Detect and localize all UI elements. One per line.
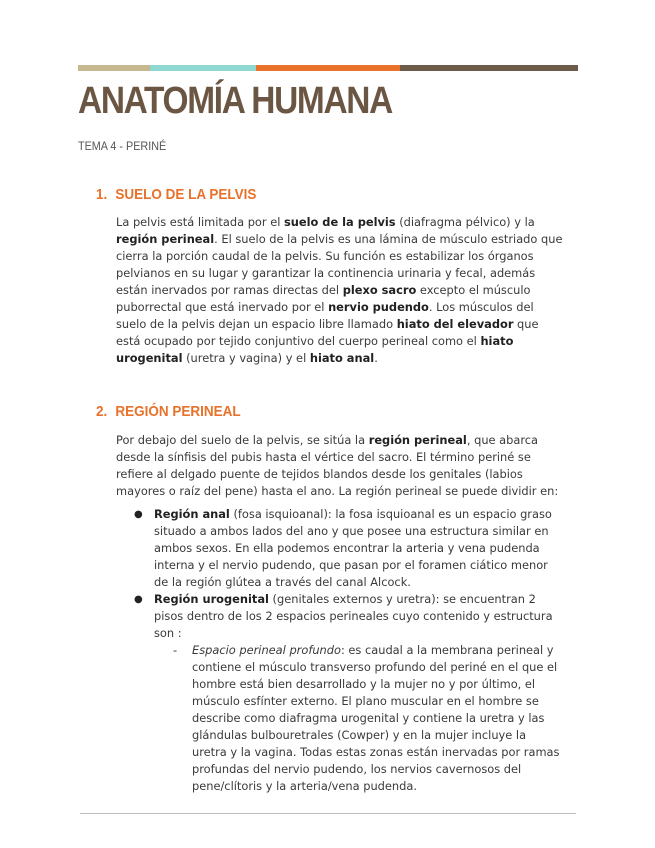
bold-term: hiato urogenital [116,334,514,365]
section-paragraph [116,214,564,367]
section-title: REGIÓN PERINEAL [115,403,241,420]
bold-term: hiato del elevador [396,317,514,331]
section-number: 1. [96,186,108,203]
bullet-icon: ● [134,509,143,520]
list-item [116,506,564,591]
section-heading-suelo-pelvis [96,186,256,203]
footer-divider [80,813,576,814]
bullet-icon: ● [134,594,143,605]
stripe-segment [400,65,578,71]
text-run: . [374,351,378,365]
bullet-text [154,507,552,589]
section-heading-region-perineal [96,403,241,420]
text-run: (diafragma pélvico) y la [395,215,535,229]
bullet-list [116,506,564,795]
bold-term: hiato anal [309,351,375,365]
bold-term: región perineal [368,433,467,447]
text-run: Por debajo del suelo de la pelvis, se sitúa la [116,433,369,447]
text-run: (fosa isquioanal): la fosa isquioanal es un espacio graso situado a ambos lados del ano y que posee una estructura similar en ambos sexos. En ella podemos encontrar la arteria y vena pudenda interna y el nervio pudendo, que pasan por el foramen ciático menor de la región glútea a través del canal Alcock. [154,507,552,589]
bullet-text [154,592,553,640]
bold-term: Región urogenital [154,592,269,606]
stripe-segment [78,65,150,71]
text-run: . Los músculos del suelo de la pelvis dejan un espacio libre llamado [116,300,534,331]
text-run: , que abarca desde la sínfisis del pubis hasta el vértice del sacro. El término periné se refiere al delgado puente de tejidos blandos desde los genitales (labios mayores o raíz del pene) hasta el ano. La región perineal se puede dividir en: [116,433,559,498]
section-title: SUELO DE LA PELVIS [115,186,257,203]
bold-term: plexo sacro [342,283,417,297]
document-subtitle: TEMA 4 - PERINÉ [78,139,167,153]
italic-term: Espacio perineal profundo [192,643,341,657]
bold-term: nervio pudendo [328,300,429,314]
stripe-segment [256,65,400,71]
section-paragraph [116,432,564,500]
text-run: (uretra y vagina) y el [182,351,310,365]
sub-list [154,642,564,795]
document-title: ANATOMÍA HUMANA [78,80,392,122]
text-run: La pelvis está limitada por el [116,215,284,229]
bold-term: Región anal [154,507,230,521]
list-item [116,591,564,795]
bold-term: región perineal [116,232,215,246]
section-number: 2. [96,403,108,420]
sub-list-item [154,642,564,795]
text-run: excepto el músculo puborrectal que está inervado por el [116,283,531,314]
bold-term: suelo de la pelvis [283,215,396,229]
color-stripe [78,65,578,71]
text-run: . El suelo de la pelvis es una lámina de músculo estriado que cierra la porción caudal de la pelvis. Su función es estabilizar los órganos pelvianos en su lugar y garantizar la continencia urinaria y fecal, además están inervados por ramas directas del [116,232,563,297]
dash-icon: - [173,643,178,657]
stripe-segment [150,65,256,71]
text-run: (genitales externos y uretra): se encuentran 2 pisos dentro de los 2 espacios perineales cuyo contenido y estructura son : [154,592,553,640]
text-run: : es caudal a la membrana perineal y contiene el músculo transverso profundo del periné en el que el hombre está bien desarrollado y la mujer no y por último, el músculo esfínter externo. El plano muscular en el hombre se describe como diafragma urogenital y contiene la uretra y las glándulas bulbouretrales (Cowper) y en la mujer incluye la uretra y la vagina. Todas estas zonas están inervadas por ramas profundas del nervio pudendo, los nervios cavernosos del pene/clítoris y la arteria/vena pudenda. [192,643,560,793]
text-run: que está ocupado por tejido conjuntivo del cuerpo perineal como el [116,317,539,348]
